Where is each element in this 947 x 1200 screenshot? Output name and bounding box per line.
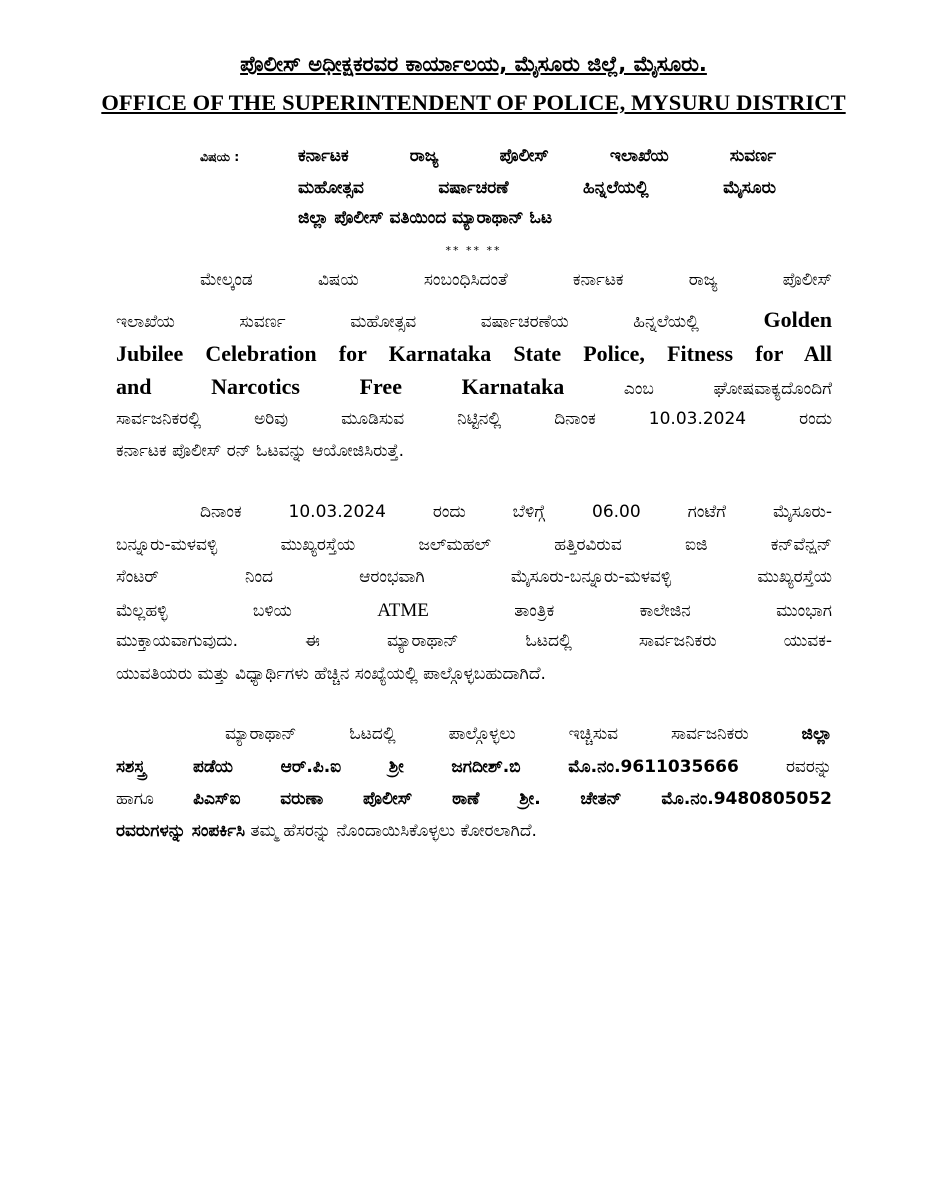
para1-line-3-english: Jubilee Celebration for Karnataka State Police, Fitness for All bbox=[116, 341, 832, 366]
para1-line-4-kannada: ಎಂಬ ಘೋಷವಾಕ್ಯದೊಂದಿಗೆ bbox=[623, 379, 833, 399]
office-title-kannada: ಪೊಲೀಸ್ ಅಧೀಕ್ಷಕರವರ ಕಾರ್ಯಾಲಯ, ಮೈಸೂರು ಜಿಲ್ಲೆ, ಮೈಸೂರು. bbox=[240, 52, 707, 76]
subject-line-2: ಮಹೋತ್ಸವ ವರ್ಷಾಚರಣೆ ಹಿನ್ನಲೆಯಲ್ಲಿ ಮೈಸೂರು bbox=[298, 178, 776, 198]
subject-line-3: ಜಿಲ್ಲಾ ಪೊಲೀಸ್ ವತಿಯಿಂದ ಮ್ಯಾರಾಥಾನ್ ಓಟ bbox=[298, 208, 553, 228]
para3-line-4 bbox=[116, 821, 832, 841]
para1-line-4 bbox=[116, 374, 832, 400]
para1-line-5: ಸಾರ್ವಜನಿಕರಲ್ಲಿ ಅರಿವು ಮೂಡಿಸುವ ನಿಟ್ಟಿನಲ್ಲಿ ದಿನಾಂಕ 10.03.2024 ರಂದು bbox=[116, 409, 832, 429]
para2-line-4-part-b: ತಾಂತ್ರಿಕ ಕಾಲೇಜಿನ ಮುಂಭಾಗ bbox=[514, 601, 832, 621]
para3-line-2-part-a: ಸಶಸ್ತ್ರ ಪಡೆಯ ಆರ್.ಪಿ.ಐ ಶ್ರೀ ಜಗದೀಶ್.ಬಿ ಮೊ.ನಂ.9611035666 bbox=[116, 757, 739, 777]
para3-line-2-part-b: ರವರನ್ನು bbox=[785, 757, 832, 777]
para2-line-1: ದಿನಾಂಕ 10.03.2024 ರಂದು ಬೆಳಿಗ್ಗೆ 06.00 ಗಂಟೆಗೆ ಮೈಸೂರು- bbox=[200, 502, 832, 522]
para3-line-3-part-a: ಹಾಗೂ bbox=[116, 789, 154, 809]
para2-line-5: ಮುಕ್ತಾಯವಾಗುವುದು. ಈ ಮ್ಯಾರಾಥಾನ್ ಓಟದಲ್ಲಿ ಸಾರ್ವಜನಿಕರು ಯುವಕ- bbox=[116, 631, 832, 651]
para3-line-1 bbox=[225, 724, 832, 744]
separator-stars: ** ** ** bbox=[445, 244, 502, 257]
para2-line-4-part-a: ಮೆಲ್ಲಹಳ್ಳಿ ಬಳಿಯ bbox=[116, 601, 292, 621]
para2-line-3: ಸೆಂಟರ್ ನಿಂದ ಆರಂಭವಾಗಿ ಮೈಸೂರು-ಬನ್ನೂರು-ಮಳವಳ್ಳಿ ಮುಖ್ಯರಸ್ತೆಯ bbox=[116, 567, 832, 587]
para2-line-4-english: ATME bbox=[377, 600, 429, 621]
para1-line-2-english: Golden bbox=[763, 307, 833, 332]
para1-line-6: ಕರ್ನಾಟಕ ಪೊಲೀಸ್ ರನ್ ಓಟವನ್ನು ಆಯೋಜಿಸಿರುತ್ತೆ. bbox=[116, 441, 405, 461]
para1-line-3 bbox=[116, 341, 832, 367]
para1-line-1: ಮೇಲ್ಕಂಡ ವಿಷಯ ಸಂಬಂಧಿಸಿದಂತೆ ಕರ್ನಾಟಕ ರಾಜ್ಯ ಪೊಲೀಸ್ bbox=[200, 270, 832, 290]
subject-label: ವಿಷಯ : bbox=[200, 149, 240, 164]
para2-line-6: ಯುವತಿಯರು ಮತ್ತು ವಿಧ್ಯಾರ್ಥಿಗಳು ಹೆಚ್ಚಿನ ಸಂಖ್ಯೆಯಲ್ಲಿ ಪಾಲ್ಗೊಳ್ಳಬಹುದಾಗಿದೆ. bbox=[116, 664, 546, 684]
para3-line-1-part-a: ಮ್ಯಾರಾಥಾನ್ ಓಟದಲ್ಲಿ ಪಾಲ್ಗೊಳ್ಳಲು ಇಚ್ಚಿಸುವ ಸಾರ್ವಜನಿಕರು bbox=[225, 724, 749, 744]
subject-line-1: ಕರ್ನಾಟಕ ರಾಜ್ಯ ಪೊಲೀಸ್ ಇಲಾಖೆಯ ಸುವರ್ಣ bbox=[298, 146, 776, 166]
para1-line-2-kannada: ಇಲಾಖೆಯ ಸುವರ್ಣ ಮಹೋತ್ಸವ ವರ್ಷಾಚರಣೆಯ ಹಿನ್ನಲೆಯಲ್ಲಿ bbox=[116, 312, 699, 332]
para3-line-4-part-b: ತಮ್ಮ ಹೆಸರನ್ನು ನೊಂದಾಯಿಸಿಕೊಳ್ಳಲು ಕೋರಲಾಗಿದೆ. bbox=[250, 821, 537, 841]
office-title-english: OFFICE OF THE SUPERINTENDENT OF POLICE, MYSURU DISTRICT bbox=[101, 90, 846, 115]
para2-line-2: ಬನ್ನೂರು-ಮಳವಳ್ಳಿ ಮುಖ್ಯರಸ್ತೆಯ ಜಲ್‌ಮಹಲ್ ಹತ್ತಿರವಿರುವ ಐಜಿ ಕನ್‌ವೆನ್ಷನ್ bbox=[116, 535, 832, 555]
para2-line-4 bbox=[116, 600, 832, 622]
para3-line-4-part-a: ರವರುಗಳನ್ನು ಸಂಪರ್ಕಿಸಿ bbox=[116, 821, 246, 841]
para1-line-4-english: and Narcotics Free Karnataka bbox=[116, 374, 565, 399]
para3-line-1-part-b: ಜಿಲ್ಲಾ bbox=[801, 724, 832, 744]
para3-line-2 bbox=[116, 757, 832, 777]
para3-line-3 bbox=[116, 789, 832, 809]
para1-line-2 bbox=[116, 307, 832, 333]
para3-line-3-part-b: ಪಿಎಸ್‌ಐ ವರುಣಾ ಪೊಲೀಸ್ ಠಾಣೆ ಶ್ರೀ. ಚೇತನ್ ಮೊ.ನಂ.9480805052 bbox=[193, 789, 833, 809]
